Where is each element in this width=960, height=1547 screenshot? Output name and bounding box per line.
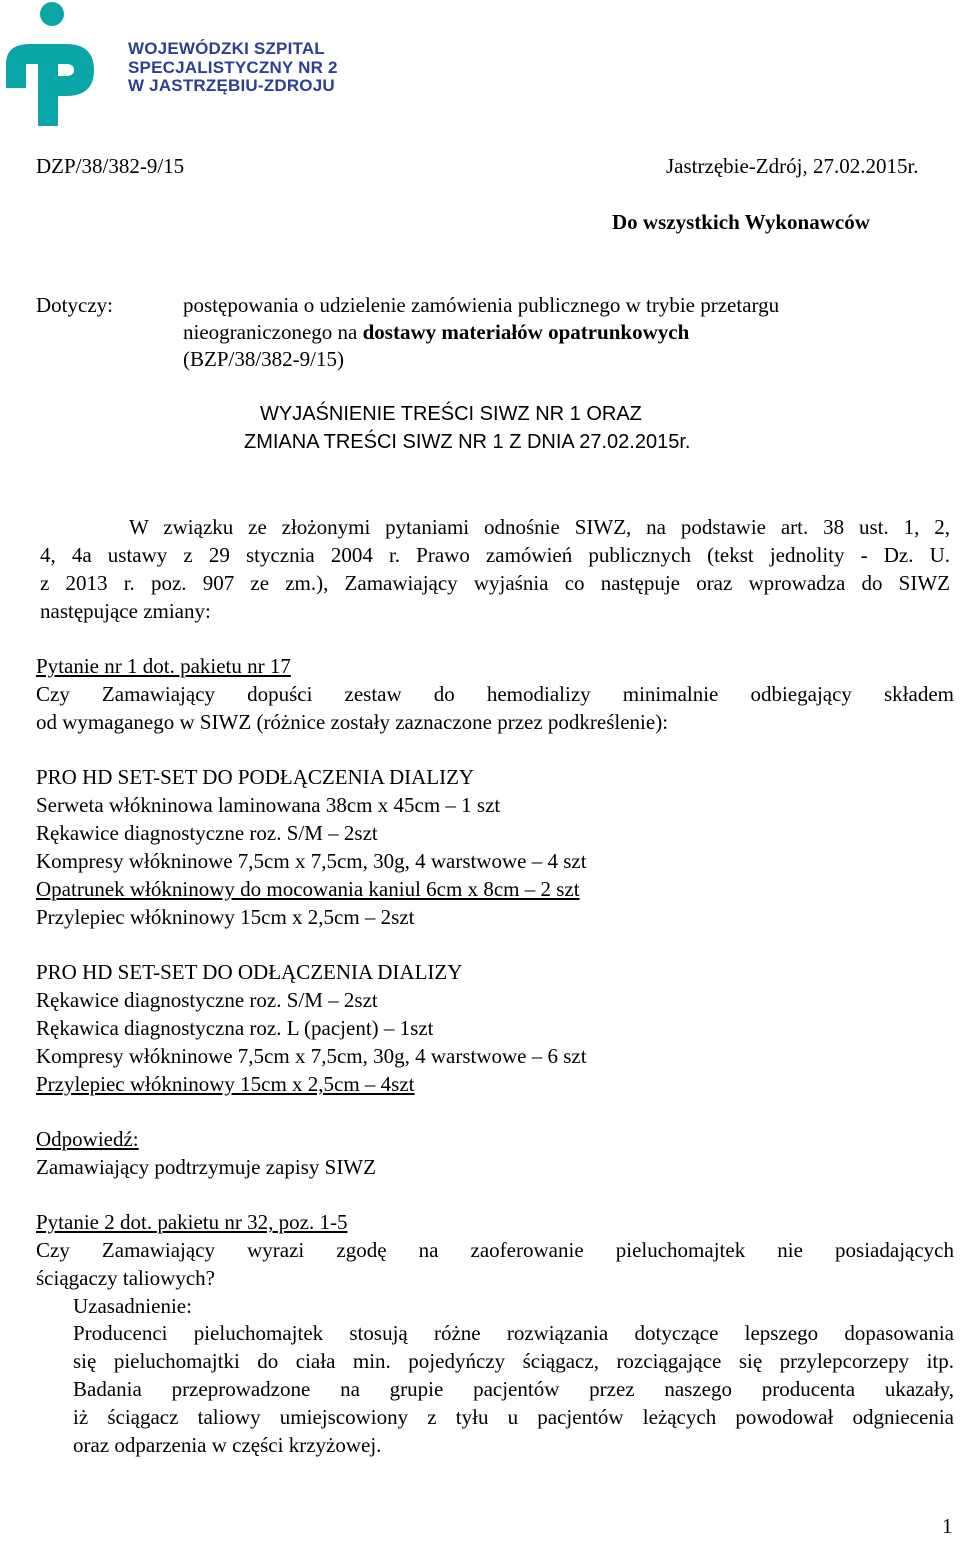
addressee: Do wszystkich Wykonawców bbox=[612, 210, 870, 234]
set-1-item: Serweta włókninowa laminowana 38cm x 45cm – 1 szt bbox=[36, 793, 501, 817]
logo-line-3: W JASTRZĘBIU-ZDROJU bbox=[128, 76, 335, 95]
hospital-logo bbox=[0, 0, 380, 130]
question-1-heading: Pytanie nr 1 dot. pakietu nr 17 bbox=[36, 654, 291, 678]
logo-line-1: WOJEWÓDZKI SZPITAL bbox=[128, 39, 325, 58]
justification-line-2: się pieluchomajtki do ciała min. pojedyńczy ściągacz, rozciągające się przylepcorzepy itp. bbox=[73, 1349, 954, 1373]
place-and-date: Jastrzębie-Zdrój, 27.02.2015r. bbox=[666, 154, 919, 178]
question-1-text-line-2: od wymaganego w SIWZ (różnice zostały zaznaczone przez podkreślenie): bbox=[36, 710, 669, 734]
set-1-item-underlined: Opatrunek włókninowy do mocowania kaniul 6cm x 8cm – 2 szt bbox=[36, 877, 580, 901]
justification-line-4: iż ściągacz taliowy umiejscowiony z tyłu u pacjentów leżących powodował odgniecenia bbox=[73, 1405, 954, 1429]
subject-line-1: postępowania o udzielenie zamówienia publicznego w trybie przetargu bbox=[183, 293, 780, 317]
subject-line-3: (BZP/38/382-9/15) bbox=[183, 347, 344, 371]
page-number: 1 bbox=[942, 1514, 953, 1538]
logo-line-2: SPECJALISTYCZNY NR 2 bbox=[128, 57, 338, 77]
set-2-title: PRO HD SET-SET DO ODŁĄCZENIA DIALIZY bbox=[36, 960, 463, 984]
subject-line-2 bbox=[183, 320, 689, 345]
justification-label: Uzasadnienie: bbox=[73, 1294, 192, 1318]
set-1-item: Przylepiec włókninowy 15cm x 2,5cm – 2szt bbox=[36, 905, 415, 929]
title-line-2: ZMIANA TREŚCI SIWZ NR 1 Z DNIA 27.02.2015r. bbox=[244, 431, 691, 453]
justification-line-3: Badania przeprowadzone na grupie pacjentów przez naszego producenta ukazały, bbox=[73, 1377, 954, 1401]
set-2-item: Rękawica diagnostyczna roz. L (pacjent) – 1szt bbox=[36, 1016, 434, 1040]
subject-line-2-text: nieograniczonego na bbox=[183, 320, 363, 344]
reference-number: DZP/38/382-9/15 bbox=[36, 154, 185, 178]
question-2-text-line-1: Czy Zamawiający wyrazi zgodę na zaoferowanie pieluchomajtek nie posiadających bbox=[36, 1238, 954, 1262]
question-2-heading: Pytanie 2 dot. pakietu nr 32, poz. 1-5 bbox=[36, 1210, 348, 1234]
question-2-text-line-2: ściągaczy taliowych? bbox=[36, 1266, 215, 1290]
answer-text: Zamawiający podtrzymuje zapisy SIWZ bbox=[36, 1155, 376, 1179]
hospital-logo-icon bbox=[0, 0, 120, 130]
set-2-item: Kompresy włókninowe 7,5cm x 7,5cm, 30g, 4 warstwowe – 6 szt bbox=[36, 1044, 587, 1068]
set-1-item: Kompresy włókninowe 7,5cm x 7,5cm, 30g, 4 warstwowe – 4 szt bbox=[36, 849, 587, 873]
subject-label: Dotyczy: bbox=[36, 293, 113, 317]
question-1-text-line-1: Czy Zamawiający dopuści zestaw do hemodializy minimalnie odbiegający składem bbox=[36, 682, 954, 706]
intro-line-1: W związku ze złożonymi pytaniami odnośnie SIWZ, na podstawie art. 38 ust. 1, 2, bbox=[129, 515, 950, 539]
justification-line-1: Producenci pieluchomajtek stosują różne rozwiązania dotyczące lepszego dopasowania bbox=[73, 1321, 954, 1345]
set-2-item-underlined: Przylepiec włókninowy 15cm x 2,5cm – 4szt bbox=[36, 1072, 415, 1096]
intro-line-4: następujące zmiany: bbox=[40, 599, 211, 623]
answer-heading: Odpowiedź: bbox=[36, 1127, 139, 1151]
set-1-item: Rękawice diagnostyczne roz. S/M – 2szt bbox=[36, 821, 378, 845]
set-2-item: Rękawice diagnostyczne roz. S/M – 2szt bbox=[36, 988, 378, 1012]
set-1-title: PRO HD SET-SET DO PODŁĄCZENIA DIALIZY bbox=[36, 765, 475, 789]
justification-line-5: oraz odparzenia w części krzyżowej. bbox=[73, 1433, 382, 1457]
intro-line-2: 4, 4a ustawy z 29 stycznia 2004 r. Prawo zamówień publicznych (tekst jednolity - Dz. U. bbox=[40, 543, 950, 567]
subject-bold-text: dostawy materiałów opatrunkowych bbox=[362, 320, 690, 344]
title-line-1: WYJAŚNIENIE TREŚCI SIWZ NR 1 ORAZ bbox=[260, 403, 642, 425]
intro-line-3: z 2013 r. poz. 907 ze zm.), Zamawiający wyjaśnia co następuje oraz wprowadza do SIWZ bbox=[40, 571, 950, 595]
